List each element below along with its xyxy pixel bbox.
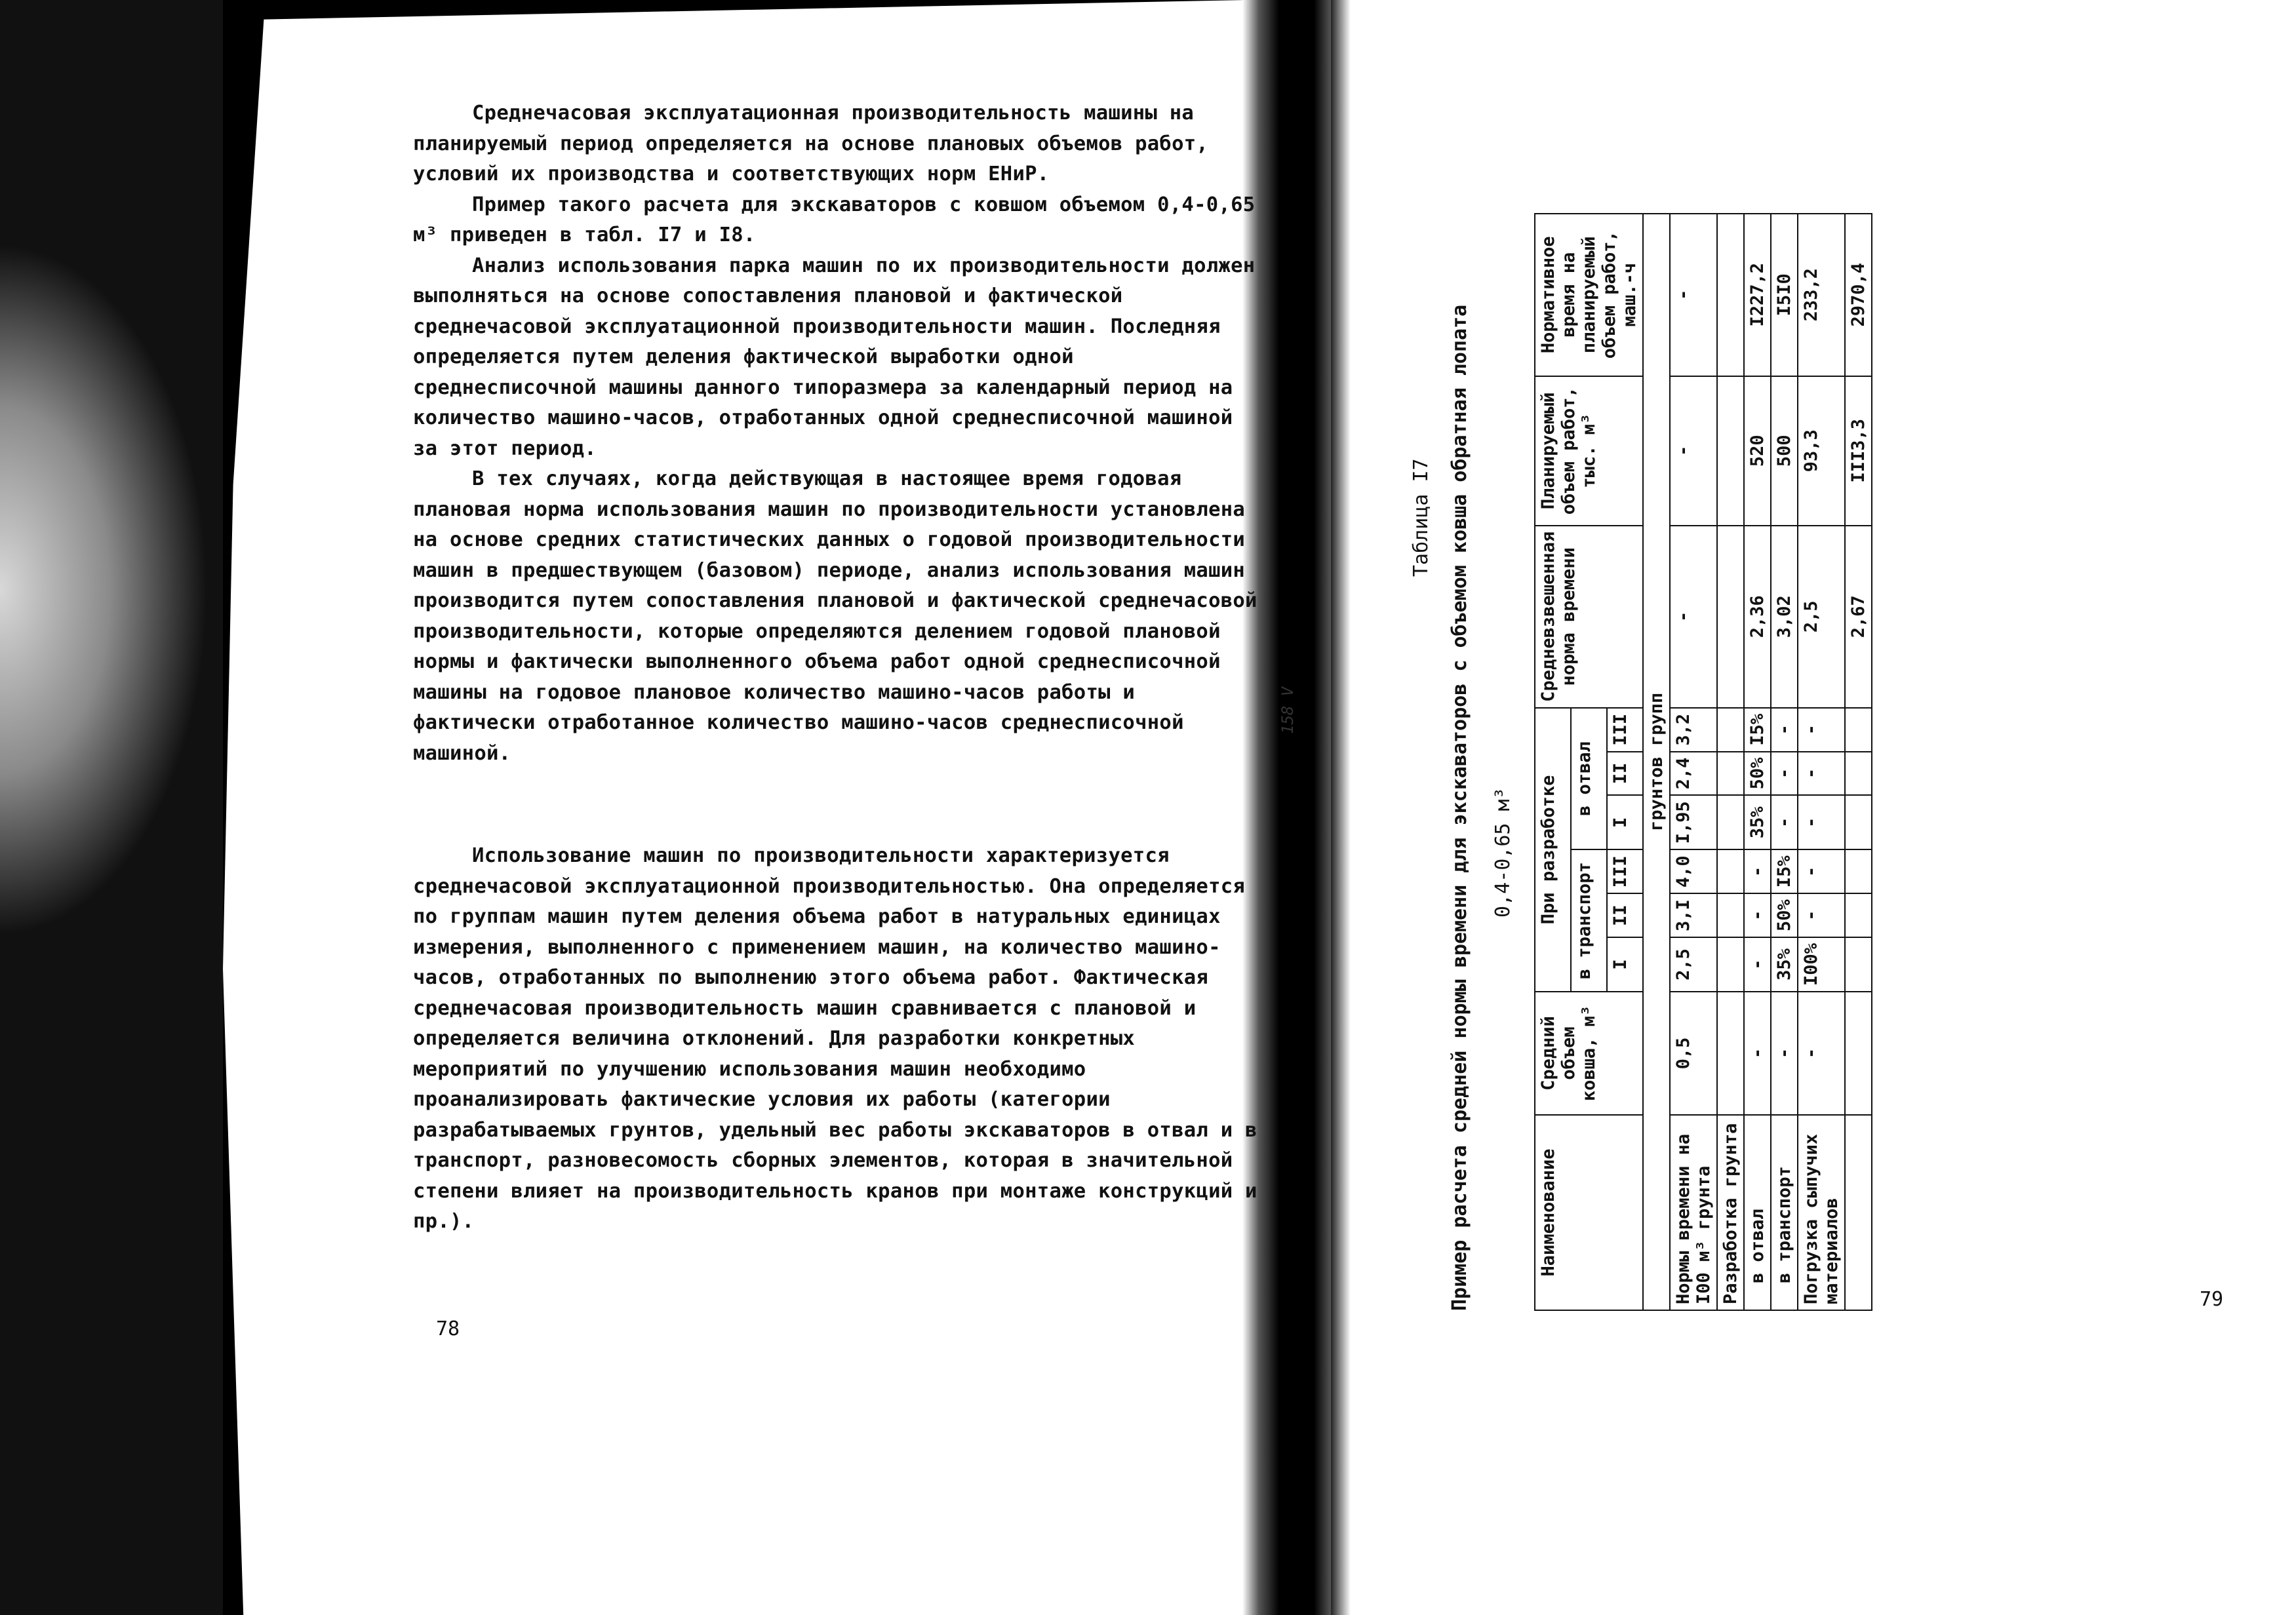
stamp: 158 V [1278,686,1297,734]
header-weighted: Средневзвешенная норма времени [1535,526,1643,708]
page-number-right: 79 [2200,1288,2224,1311]
rotated-table-block [1278,118,2295,1311]
table-row: Разработка грунта [1717,214,1744,1310]
table-label: Таблица I7 [1410,458,1433,577]
table-row: в отвал - - - - 35% 50% I5% 2,36 520 I227,2 [1744,214,1771,1310]
header-during: При разработке [1535,708,1571,992]
header-group-3: III [1607,708,1643,752]
left-page-text [413,98,1265,1237]
header-name: Наименование [1535,1115,1643,1310]
header-group-1: I [1607,795,1643,849]
table-row: в транспорт - 35% 50% I5% - - - 3,02 500 I5I0 [1771,214,1798,1310]
paragraph-2: Пример такого расчета для экскаваторов с ковшом объемом 0,4-0,65 м³ приведен в табл. I7 и I8. [413,193,1256,246]
page-number-left: 78 [436,1317,460,1340]
table-row: Погрузка сыпучих материалов - I00% - - - - - 2,5 93,3 233,2 [1798,214,1845,1310]
scan-edge-left [0,0,223,1615]
header-group-1: I [1607,937,1643,992]
paragraph-3: Анализ использования парка машин по их производительности должен выполняться на основе сопоставления плановой и фактической среднечасовой эксплуатационной производительности машин. Последняя определяется путем деления фактической выработки одной среднесписочной машины данного типоразмера за календарный период на количество машино-часов, отработанных одной среднесписочной машиной за этот период. [413,254,1256,460]
table-row-total: 2,67 III3,3 2970,4 [1845,214,1872,1310]
paragraph-1: Среднечасовая эксплуатационная производительность машины на планируемый период определяется на основе плановых объемов работ, условий их производства и соответствующих норм ЕНиР. [413,102,1209,185]
table-subtitle: 0,4-0,65 м³ [1492,787,1514,918]
header-dump: в отвал [1571,708,1607,850]
header-norm-time: Нормативное время на планируемый объем работ, маш.-ч [1535,214,1643,376]
norm-time-table [1534,213,1872,1311]
spine-shadow [1331,0,1351,1615]
header-bucket: Средний объем ковша, м³ [1535,992,1643,1115]
header-group-3: III [1607,849,1643,893]
table-title: Пример расчета средней нормы времени для экскаваторов с объемом ковша обратная лопата [1448,304,1471,1311]
header-transport: в транспорт [1571,849,1607,992]
paragraph-5: Использование машин по производительности характеризуется среднечасовой эксплуатационной производительностью. Она определяется по группам машин путем деления объема работ в натуральных единицах измерения, выполненного с применением машин, на количество машино-часов, отработанных по выполнению этого объема работ. Фактическая среднечасовая производительность машин сравнивается с плановой и определяется величина отклонений. Для разработки конкретных мероприятий по улучшению использования машин необходимо проанализировать фактические условия их работы (категории разрабатываемых грунтов, удельный вес работы экскаваторов в отвал и в транспорт, разновесомость сборных элементов, которая в значительной степени влияет на производительность кранов при монтаже конструкций и пр.). [413,844,1257,1233]
table-row: Нормы времени на I00 м³ грунта 0,5 2,5 3,I 4,0 I,95 2,4 3,2 - - - [1670,214,1717,1310]
header-group-2: II [1607,752,1643,796]
header-planned-volume: Планируемый объем работ, тыс. м³ [1535,376,1643,526]
header-group-2: II [1607,893,1643,937]
header-groups: грунтов групп [1643,214,1670,1310]
paragraph-4: В тех случаях, когда действующая в настоящее время годовая плановая норма использования машин по производительности установлена на основе средних статистических данных о годовой производительности машин в предшествующем (базовом) периоде, анализ использования машин производится путем сопоставления плановой и фактической среднечасовой производительности, которые определяются делением годовой плановой нормы и фактически выполненного объема работ одной среднесписочной машины на годовое плановое количество машино-часов работы и фактически отработанное количество машино-часов среднесписочной машиной. [413,467,1257,765]
